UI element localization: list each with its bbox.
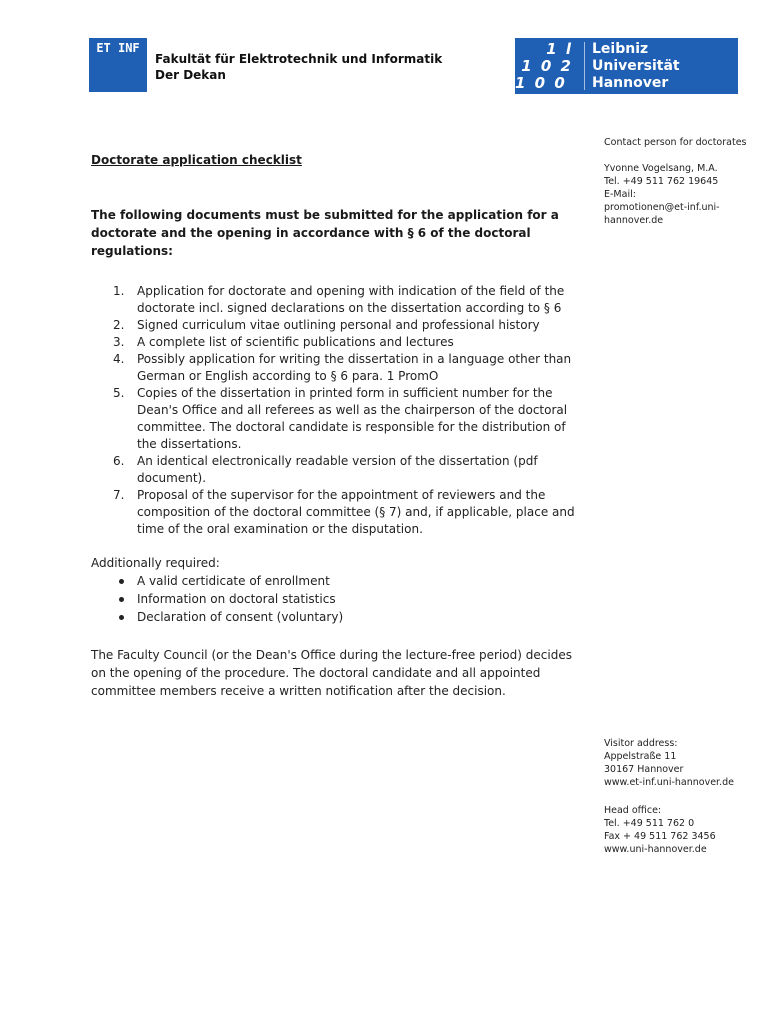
list-item-text: A complete list of scientific publications and lectures (137, 335, 454, 349)
dean-label: Der Dekan (155, 68, 226, 82)
head-office-website-link[interactable]: www.uni-hannover.de (604, 844, 707, 855)
luh-logo-line-1: Leibniz (592, 41, 649, 57)
list-item-text: Signed curriculum vitae outlining personal and professional history (137, 318, 540, 332)
page-title: Doctorate application checklist (91, 153, 302, 167)
luh-logo-line-3: Hannover (592, 75, 669, 91)
required-documents-list (91, 283, 581, 538)
bullet-item (91, 590, 581, 608)
contact-email-line-1[interactable]: promotionen@et-inf.uni- (604, 202, 720, 213)
list-item-number: 1. (113, 284, 125, 298)
et-inf-logo-text: ET INF (96, 41, 140, 55)
et-inf-logo (89, 38, 147, 92)
list-item-text: Application for doctorate and opening with indication of the field of the doctorate incl. signed declarations on the dissertation according to § 6 (137, 284, 565, 315)
faculty-header (155, 51, 442, 83)
bullet-icon (119, 579, 124, 584)
list-item (91, 487, 581, 538)
intro-text: The following documents must be submitted for the application for a doctorate and the opening in accordance with § 6 of the doctoral regulations: (91, 208, 559, 258)
bullet-item (91, 608, 581, 626)
list-item-text: An identical electronically readable version of the dissertation (pdf document). (137, 454, 538, 485)
visitor-address-block (604, 737, 754, 789)
list-item-number: 2. (113, 318, 125, 332)
list-item-text: Possibly application for writing the dissertation in a language other than German or English according to § 6 para. 1 PromO (137, 352, 572, 383)
contact-email-line-2[interactable]: hannover.de (604, 215, 664, 226)
list-item (91, 317, 581, 334)
contact-name: Yvonne Vogelsang, M.A. (604, 163, 718, 174)
council-decision-text: The Faculty Council (or the Dean's Office during the lecture-free period) decides on the opening of the procedure. The doctoral candidate and all appointed committee members receive a written notification after the decision. (91, 648, 572, 698)
luh-logo-divider (584, 42, 585, 90)
bullet-item (91, 572, 581, 590)
list-item (91, 334, 581, 351)
list-item (91, 385, 581, 453)
head-office-fax: Fax + 49 511 762 3456 (604, 831, 716, 842)
list-item-text: Copies of the dissertation in printed form in sufficient number for the Dean's Office and all referees as well as the chairperson of the doctoral committee. The doctoral candidate is responsible for the distribution of the dissertations. (137, 386, 568, 451)
list-item-text: Proposal of the supervisor for the appointment of reviewers and the composition of the doctoral committee (§ 7) and, if applicable, place and time of the oral examination or the disputation. (137, 488, 575, 536)
additional-requirements-list (91, 572, 581, 626)
visitor-city: 30167 Hannover (604, 764, 684, 775)
list-item (91, 283, 581, 317)
luh-number-row-2: 1 0 2 (521, 57, 573, 75)
luh-logo (515, 38, 738, 110)
main-content (91, 152, 581, 700)
faculty-name: Fakultät für Elektrotechnik und Informatik (155, 52, 443, 66)
bullet-item-text: Information on doctoral statistics (137, 592, 336, 606)
head-office-heading: Head office: (604, 805, 662, 816)
contact-heading: Contact person for doctorates (604, 137, 747, 148)
head-office-phone: Tel. +49 511 762 0 (604, 818, 695, 829)
luh-number-row-1: 1 l (546, 40, 573, 58)
list-item-number: 6. (113, 454, 125, 468)
bullet-item-text: Declaration of consent (voluntary) (137, 610, 344, 624)
list-item-number: 3. (113, 335, 125, 349)
luh-number-row-3: 1 0 0 4 (515, 74, 567, 110)
visitor-website-link[interactable]: www.et-inf.uni-hannover.de (604, 777, 734, 788)
bullet-icon (119, 597, 124, 602)
list-item (91, 453, 581, 487)
luh-logo-text (592, 41, 680, 92)
luh-logo-numbers (515, 38, 579, 110)
bullet-icon (119, 615, 124, 620)
list-item-number: 4. (113, 352, 125, 366)
contact-block (604, 136, 754, 227)
head-office-block (604, 804, 754, 856)
luh-logo-line-2: Universität (592, 58, 680, 74)
contact-email-label: E-Mail: (604, 189, 636, 200)
additional-heading: Additionally required: (91, 556, 220, 570)
list-item-number: 5. (113, 386, 125, 400)
visitor-street: Appelstraße 11 (604, 751, 677, 762)
list-item-number: 7. (113, 488, 125, 502)
bullet-item-text: A valid certidicate of enrollment (137, 574, 330, 588)
contact-phone: Tel. +49 511 762 19645 (604, 176, 719, 187)
visitor-heading: Visitor address: (604, 738, 678, 749)
list-item (91, 351, 581, 385)
